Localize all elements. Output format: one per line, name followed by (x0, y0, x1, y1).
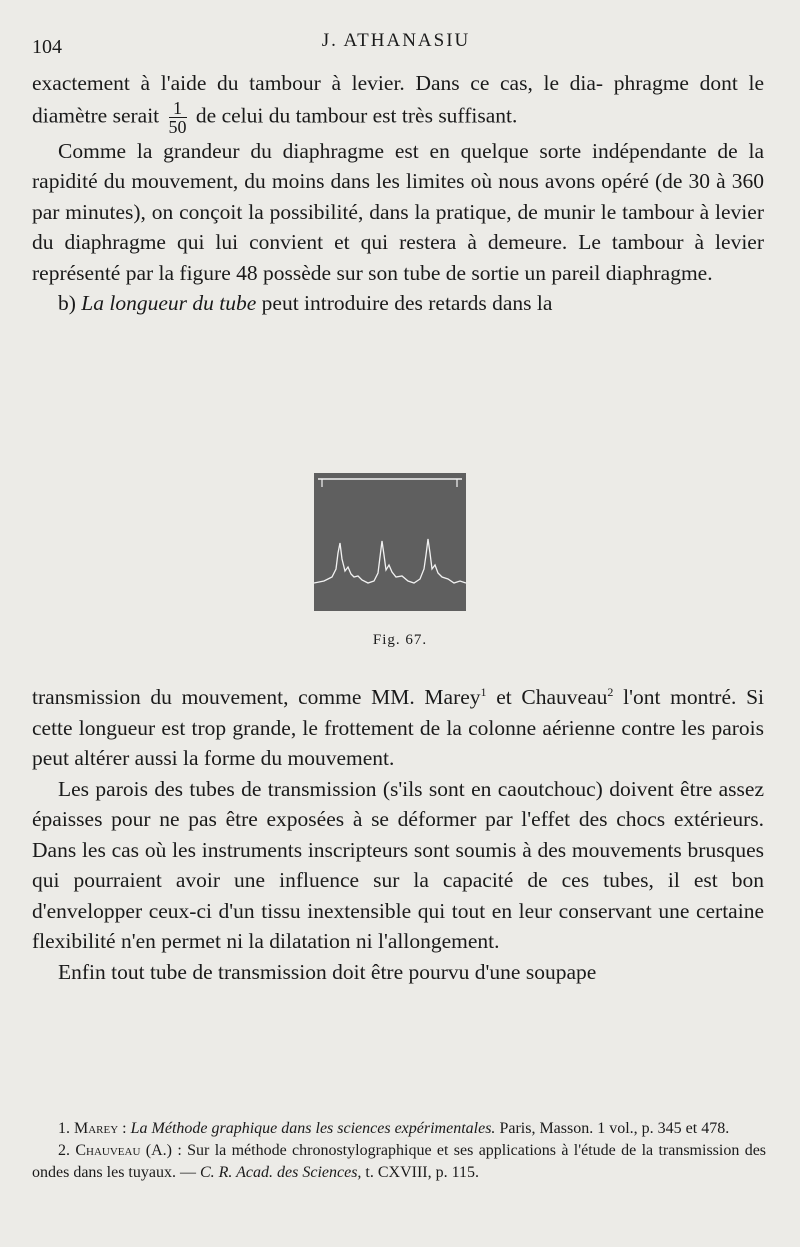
paragraph-2: Comme la grandeur du diaphragme est en quelque sorte indépendante de la rapidité du mouvement, du moins dans les limites où nous avons opéré (de 30 à 360 par minutes), on conçoit la possibilité, dans la pratique, de munir le tambour à levier du diaphragme qui lui convient et qui restera à demeure. Le tambour à levier représenté par la figure 48 possède sur son tube de sortie un pareil diaphragme. (32, 138, 764, 285)
text-block-upper (32, 68, 764, 319)
footnote-2-author: Chauveau (75, 1142, 141, 1159)
footnote-1-author: Marey (74, 1120, 119, 1137)
text-block-lower (32, 682, 764, 987)
footnote-1-rest: Paris, Masson. 1 vol., p. 345 et 478. (495, 1120, 730, 1137)
footnote-ref-2: 2 (607, 684, 614, 699)
footnote-2-rest: t. CXVIII, p. 115. (361, 1164, 480, 1181)
paragraph-4-part-3: l'ont montré. Si cette longueur est trop grande, le frottement de la colonne aérienne contre les parois peut altérer aussi la forme du mouvement. (32, 685, 764, 770)
paragraph-4-part-1: transmission du mouvement, comme MM. Marey (32, 685, 481, 709)
footnote-2-journal: C. R. Acad. des Sciences, (199, 1164, 362, 1181)
pulse-trace-graphic (314, 473, 466, 611)
paragraph-3-rest: peut introduire des retards dans la (261, 291, 553, 315)
paragraph-6: Enfin tout tube de transmission doit être pourvu d'une soupape (58, 959, 597, 984)
paragraph-3-italic: La longueur du tube (81, 291, 257, 315)
fraction-numerator: 1 (169, 99, 187, 118)
figure-67-trace (314, 473, 466, 611)
footnote-1-title: La Méthode graphique dans les sciences expérimentales. (130, 1120, 496, 1137)
fraction-denominator: 50 (168, 116, 187, 137)
footnote-2 (32, 1140, 766, 1184)
paragraph-1-line-a: exactement à l'aide du tambour à levier. Dans ce cas, le dia- (32, 71, 604, 95)
paragraph-4 (32, 682, 764, 774)
footnote-2-number: 2. (58, 1142, 70, 1159)
running-head: J. ATHANASIU (321, 30, 471, 51)
figure-caption: Fig. 67. (372, 632, 428, 648)
paragraph-1-line-c: suffisant. (438, 102, 518, 127)
paragraph-5: Les parois des tubes de transmission (s'ils sont en caoutchouc) doivent être assez épaisses pour ne pas être exposées à se déformer par l'effet des chocs extérieurs. Dans les cas où les instruments inscripteurs sont soumis à des mouvements brusques qui pourraient avoir une influence sur la capacité de ces tubes, il est bon d'envelopper ceux-ci d'un tissu inextensible qui tout en leur conservant une certaine flexibilité n'en permet ni la dilatation ni l'allongement. (32, 776, 764, 953)
footnote-1 (32, 1118, 766, 1140)
footnotes (32, 1118, 766, 1184)
footnote-1-number: 1. (58, 1120, 70, 1137)
page-header (32, 28, 760, 58)
paragraph-1 (32, 68, 764, 136)
footnote-1-sep: : (118, 1120, 131, 1137)
footnote-2-initial: (A.) : (140, 1142, 188, 1159)
footnote-2-text: Sur la méthode chronostylographique et ses applications à l'étude de la transmission des ondes dans les tuyaux. — (32, 1142, 767, 1181)
paragraph-4-part-2: et Chauveau (496, 685, 608, 709)
paragraph-1-line-b-before: phragme dont le diamètre serait (32, 71, 765, 127)
paragraph-3-label: b) (58, 291, 76, 315)
footnote-ref-1: 1 (480, 684, 487, 699)
fraction-one-fiftieth (169, 99, 187, 136)
paragraph-1-line-b-after: de celui du tambour est très (195, 102, 433, 127)
page-number: 104 (32, 36, 62, 58)
paragraph-3 (32, 288, 764, 319)
